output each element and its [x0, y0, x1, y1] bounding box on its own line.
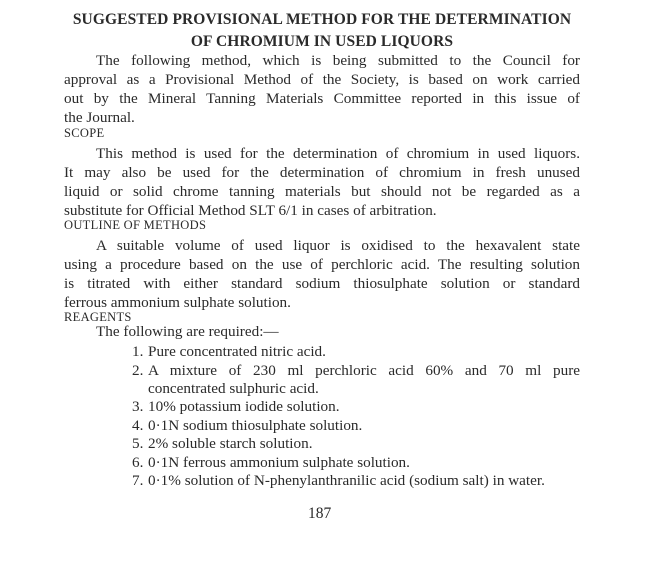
- list-number: 1.: [132, 343, 144, 360]
- page-number: 187: [308, 505, 332, 522]
- list-item: 0·1N ferrous ammonium sulphate solution.: [148, 454, 410, 471]
- title-line-1: SUGGESTED PROVISIONAL METHOD FOR THE DETERMINATION: [72, 11, 572, 28]
- text-line: A suitable volume of used liquor is oxidised to the hexavalent state: [96, 237, 580, 254]
- list-item: 0·1N sodium thiosulphate solution.: [148, 417, 363, 434]
- list-item: A mixture of 230 ml perchloric acid 60% and 70 ml pure: [148, 362, 580, 379]
- list-item: 10% potassium iodide solution.: [148, 398, 340, 415]
- text-line: liquid or solid chrome tanning materials but should not be regarded as a: [64, 183, 580, 200]
- text-line: out by the Mineral Tanning Materials Committee reported in this issue of: [64, 90, 580, 107]
- list-number: 4.: [132, 417, 144, 434]
- text-line: using a procedure based on the use of perchloric acid. The resulting solution: [64, 256, 580, 273]
- title-line-2: OF CHROMIUM IN USED LIQUORS: [190, 33, 454, 50]
- list-number: 5.: [132, 435, 144, 452]
- list-number: 7.: [132, 472, 144, 489]
- list-item: 2% soluble starch solution.: [148, 435, 313, 452]
- list-item: 0·1% solution of N-phenylanthranilic acid (sodium salt) in water.: [148, 472, 545, 489]
- section-heading-scope: SCOPE: [64, 126, 105, 140]
- text-line: the Journal.: [64, 109, 135, 126]
- list-item: Pure concentrated nitric acid.: [148, 343, 326, 360]
- list-item-continuation: concentrated sulphuric acid.: [148, 380, 319, 397]
- list-number: 2.: [132, 362, 144, 379]
- text-line: substitute for Official Method SLT 6/1 in cases of arbitration.: [64, 202, 437, 219]
- list-number: 3.: [132, 398, 144, 415]
- section-heading-outline: OUTLINE OF METHODS: [64, 218, 207, 232]
- text-line: approval as a Provisional Method of the Society, is based on work carried: [64, 71, 580, 88]
- list-number: 6.: [132, 454, 144, 471]
- text-line: ferrous ammonium sulphate solution.: [64, 294, 291, 311]
- section-heading-reagents: REAGENTS: [64, 310, 132, 324]
- text-line: The following method, which is being submitted to the Council for: [96, 52, 580, 69]
- reagents-intro: The following are required:—: [96, 323, 279, 340]
- text-line: is titrated with either standard sodium thiosulphate solution or standard: [64, 275, 580, 292]
- text-line: This method is used for the determination of chromium in used liquors.: [96, 145, 580, 162]
- text-line: It may also be used for the determination of chromium in fresh unused: [64, 164, 580, 181]
